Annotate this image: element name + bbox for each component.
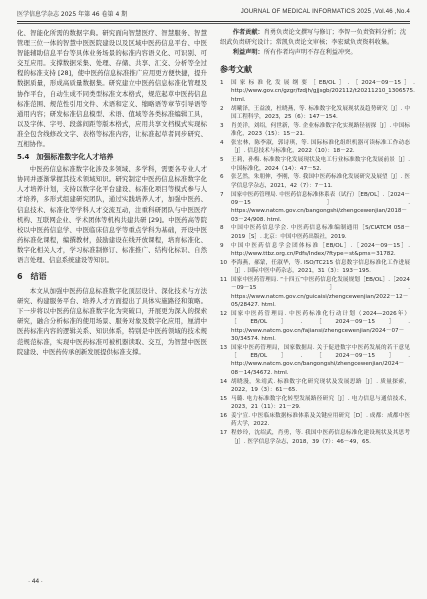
conflict-statement (220, 48, 410, 58)
header-rule-thin (17, 23, 410, 24)
reference-number: 13 (220, 344, 228, 351)
reference-number: 8 (220, 225, 224, 232)
reference-item (220, 429, 410, 446)
reference-item (220, 156, 410, 173)
conflict-text: 所有作者均声明不存在利益冲突。 (263, 49, 357, 56)
reference-number: 15 (220, 395, 228, 402)
reference-number: 7 (220, 191, 224, 198)
reference-number: 16 (220, 413, 228, 419)
author-contribution-text: 肖勇负责论文撰写与修订；李智一负责资料分析；沈绍武负责研究设计；常凯负责论文审核；李宏斌负责资料收集。 (220, 29, 407, 46)
journal-name-zh: 医学信息学杂志 2025 年第 46 卷第 4 期 (17, 11, 128, 18)
body-paragraph-talent: 中医药信息标准数字化涉及多领域、多学科，需要各专业人才协同并逐渐掌握其技术领域知识。研究制定中医药信息标准数字化人才培养计划，支持以数字化平台建设、标准化项目等模式参与人才培养，多形式组建研究团队，通过实践培养人才，加强中医药、信息技术、标准化等学科人才交流互动，注重科研团队与中医医疗机构、互联网企业、学术团体等机构共建共研 [29]。中医药高等院校以中医药信息学、中医临床信息学等重点学科为基础，开设中医药标准化课程，编撰教材，鼓励建设在线开放课程，培育标准化、数字化相关人才，学习标准制修订、标准推广、结构化标识、自然语言处理、信息系统建设等知识。 (17, 165, 207, 264)
reference-text: 国家标准化发展纲要［EB/OL］.［2024－09－15］. http://www.gov.cn/gzgr/fzdjh/gjjsgb/202112/t20211210_1306575. html. (231, 80, 415, 103)
reference-text: 张艺然，朱朋伸，李刚，等. 我国中医药标准化发展研究及展望［J］. 医学信息学杂志，2021，42（7）：7－11. (231, 174, 410, 189)
conflict-label: 利益声明： (232, 49, 264, 56)
reference-text: 李海燕，郝蒙，任淑华，等. ISO/TC215 信息数字信息标准化工作进展［J］. 国际中医中药杂志，2021，31（3）：193－195. (231, 259, 410, 275)
reference-item (220, 259, 410, 276)
reference-text: 王莉，孙梅. 标准数字化发展现状及电工行业标准数字化发展前景［J］. 中国标准化，2024（14）：47－52. (231, 157, 410, 172)
reference-text: 胡晓漫，朱靖武. 标准数字化研究现状及发展思路［J］. 质量探索，2022，19（3）：61－65. (231, 378, 410, 393)
reference-number: 3 (220, 122, 224, 129)
reference-number: 9 (220, 242, 224, 249)
reference-text: 中国中医药信息学会团体标准［EB/OL］.［2024－09－15］. http://www.ttbz.org.cn/Pdfs/Index/?ftype＝st&pms＝31782. (231, 242, 410, 257)
reference-text: 肖美洋，刘绍，何世新，等. 企业标准数字化实现路径初探［J］. 中国标准化，2023（15）：15－21. (231, 122, 410, 138)
reference-text: 国家中医药管理局. “十四五”中医药信息化发展规划［EB/OL］.［2024－09－15］. https://www.natcm.gov.cn/guicaisi/zhengcewenjian/2022－12－05/28427. html. (231, 277, 410, 309)
reference-item (220, 344, 410, 377)
journal-name-en: JOURNAL OF MEDICAL INFORMATICS 2025 ,Vol.46 ,No.4 (240, 9, 410, 15)
reference-item (220, 242, 410, 259)
reference-item (220, 173, 410, 190)
reference-number: 6 (220, 174, 224, 181)
conclusion-paragraph: 本文从加强中医药信息标准数字化顶层设计、深化技术与方法研究、构建服务平台、培养人才方面提出了具体实施路径和策略。下一步将以中医药信息标准数字化为突破口，开展更为深入的探索研究，融合分析标准的使用场景、服务对象及数字化应用，厘清中医药标准内容的逻辑关系、知识体系，特别是中医药领域的技术规范规范标准，实现中医药标准可被机器读取、交互，为智慧中医医院建设、中医药传承创新发展提供标准支撑。 (17, 287, 207, 356)
right-column (220, 28, 415, 446)
reference-item (220, 79, 415, 104)
reference-text: 张宏林，陈李淑，郭诗琪，等. 国际标准化组织机器可读标准工作动态［J］. 信息技术与标准化，2022（10）：18－22. (231, 140, 410, 155)
reference-number: 12 (220, 310, 228, 317)
section-5-4-heading: 5.4 加强标准数字化人才培养 (17, 153, 114, 162)
reference-item (220, 378, 410, 395)
references-heading: 参考文献 (220, 65, 252, 74)
reference-number: 10 (220, 259, 228, 266)
reference-item (220, 105, 410, 122)
reference-text: 国家中医药管理局. 中医药信息标准体系表（试行）［EB/OL］.［2024－09－15］. https://www.natcm.gov.cn/bangongshi/zhengcewenjian/2018－03－24/908. html. (231, 191, 410, 223)
reference-text: 国家中医药管理局，国家数据局. 关于促进数字中医药发展的若干意见［EB/OL］.［2024－09－15］. http://www.natcm.gov.cn/bangongshi/zhengcewenjian/2024－08－14/34672. html. (231, 344, 410, 376)
author-contribution-label: 作者贡献： (232, 29, 264, 36)
reference-text: 中国中医药信息学会. 中医药信息标准编制通用［S/CIATCM 058－2019［S］. 北京：中国中医药出版社，2019. (231, 225, 410, 240)
reference-number: 5 (220, 157, 224, 164)
reference-text: 马璐. 电力标准数字化转型发展路径研究［J］. 电力信息与通信技术，2023，21（11）：21－29. (231, 395, 410, 411)
reference-item (220, 191, 410, 224)
reference-item (220, 122, 410, 139)
body-paragraph-continued: 化、智能化所需的数据字典。研究面向智慧医疗、智慧服务、智慧管理三位一体的智慧中医医院建设以及区域中医药信息平台、中医智能辅助信息平台等具体业务场景的标准内容语义化、可识别、可交互应用。支撑数据采集、处理、存储、共享、汇交、分析等全过程的标准支持 [28]，使中医药信息标准推广应用更方便快捷，提升数据质量，形成高质量数据集。研究建立中医药信息标准化管理及协作平台，自动生成不同类型标准文本格式，规范起草中医药信息标准范围、规范性引用文件、术语和定义、缩略语等章节引导语等通用内容；研发标准信息模型、术语、值域等各类标准编辑工具，以及字体、字号、段落间距等版本格式，应用共享文档模式实现标准全包含线修改文字、表格等标准内容，让标准起草者同步研究、互相协作。 (17, 29, 207, 149)
reference-text: 国家中医药管理局. 中医药标准化行动计划（2024—2026年）［EB/OL］.［2024－09－15］. http://www.natcm.gov.cn/fajiansi/zhengcewenjian/2024－07－30/34574. html. (231, 310, 410, 342)
reference-text: 胡曦泽，王益波，杜晓燕，等. 标准数字化发展现状及趋势研究［J］. 中国工程科学，2023，25（6）：147－154. (231, 105, 410, 120)
reference-item (220, 139, 410, 156)
reference-number: 4 (220, 140, 224, 146)
reference-item (220, 395, 410, 412)
reference-number: 14 (220, 378, 228, 385)
reference-item (220, 276, 410, 309)
page-number: · 44 · (28, 578, 43, 585)
reference-item (220, 224, 410, 241)
reference-number: 17 (220, 430, 228, 437)
reference-item (220, 310, 410, 343)
left-column (17, 28, 207, 357)
author-contribution (220, 28, 410, 48)
header-rule (17, 21, 410, 22)
reference-number: 2 (220, 105, 224, 112)
section-6-heading: 6 结语 (17, 272, 47, 282)
reference-number: 11 (220, 277, 228, 283)
reference-item (220, 412, 410, 429)
reference-text: 程妙玲，沈绍武，肖勇，等. 我国中医药信息标准化建设现状及其思考［J］. 医学信息学杂志，2018，39（7）：46－49，65. (231, 430, 410, 445)
reference-text: 姜宁宣. 中医临床数据标准体系及关键应用研究［D］. 成都：成都中医药大学，2022. (231, 413, 410, 428)
reference-number: 1 (220, 80, 224, 87)
running-header (17, 7, 410, 19)
reference-list (220, 79, 415, 446)
